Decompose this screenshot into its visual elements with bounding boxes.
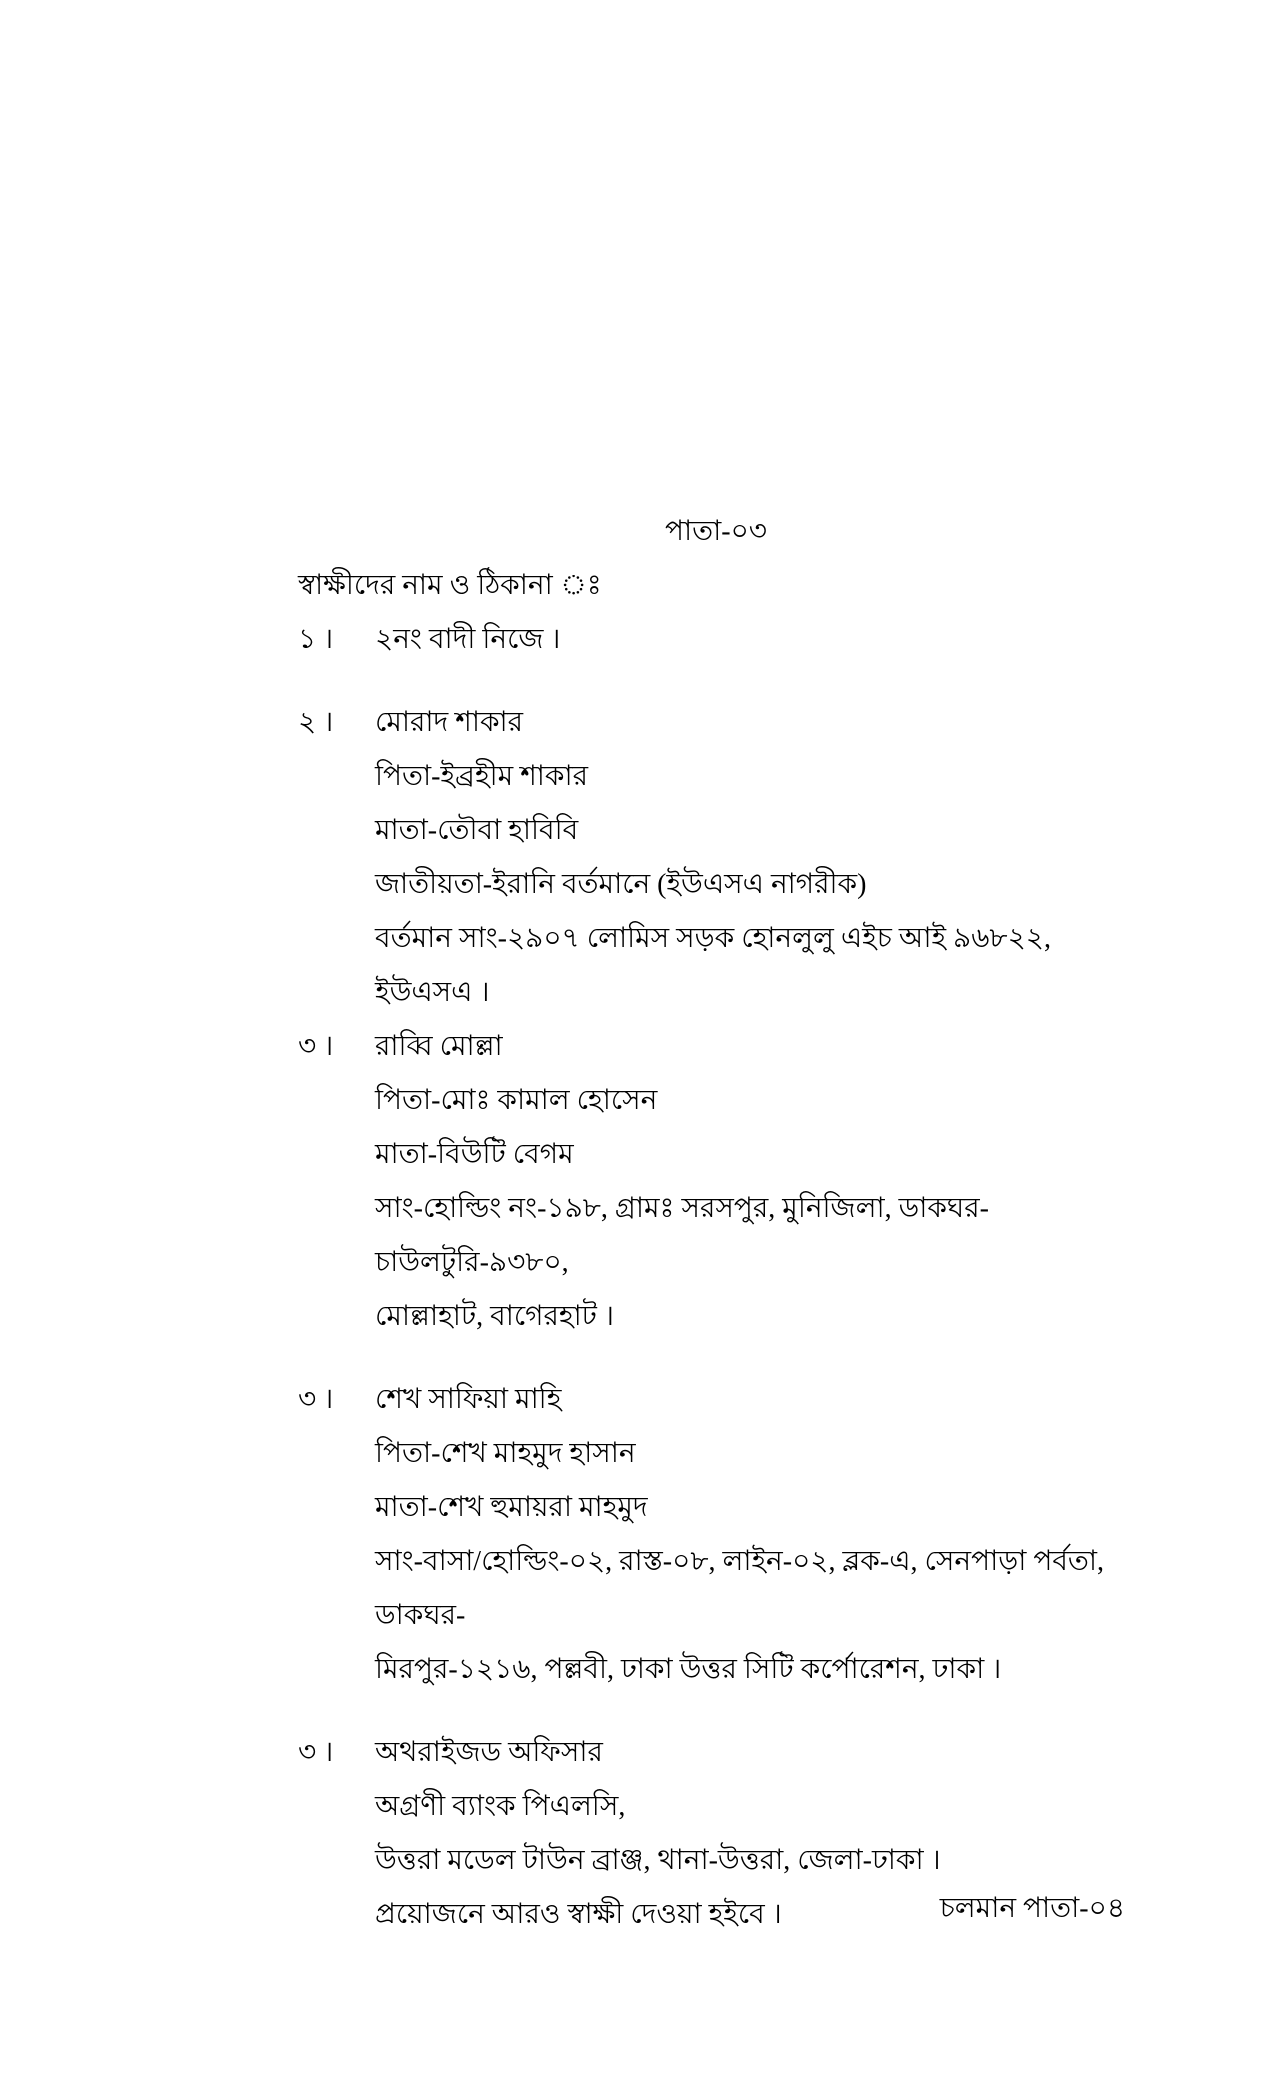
item-line: ২নং বাদী নিজে । [375,624,561,655]
father-name-line: পিতা-ইব্রহীম শাকার [375,761,589,792]
item-lines [375,1726,941,1942]
item-lines [375,696,1051,1020]
witness-item-3 [298,1020,1275,1344]
address-line: ইউএসএ । [375,977,490,1008]
item-lines [375,1373,1115,1697]
witness-name-line: রাব্বি মোল্লা [375,1031,503,1062]
witness-name-line: অথরাইজড অফিসার [375,1737,603,1768]
address-line: উত্তরা মডেল টাউন ব্রাঞ্জ, থানা-উত্তরা, জেলা-ঢাকা । [375,1845,941,1876]
mother-name-line: মাতা-বিউটি বেগম [375,1139,574,1170]
address-line: বর্তমান সাং-২৯০৭ লোমিস সড়ক হোনলুলু এইচ আই ৯৬৮২২, [375,923,1052,954]
item-lines [375,613,560,667]
page-title: পাতা-০৩ [665,516,767,547]
item-number: ১ । [298,624,334,655]
address-line: মিরপুর-১২১৬, পল্লবী, ঢাকা উত্তর সিটি কর্পোরেশন, ঢাকা । [375,1654,1002,1685]
address-line: সাং-হোল্ডিং নং-১৯৮, গ্রামঃ সরসপুর, মুনিজিলা, ডাকঘর-চাউলটুরি-৯৩৮০, [375,1193,989,1278]
closing-note-line: প্রয়োজনে আরও স্বাক্ষী দেওয়া হইবে । [375,1899,782,1930]
mother-name-line: মাতা-শেখ হুমায়রা মাহমুদ [375,1492,648,1523]
witness-list [0,613,1275,1942]
father-name-line: পিতা-মোঃ কামাল হোসেন [375,1085,658,1116]
nationality-line: জাতীয়তা-ইরানি বর্তমানে (ইউএসএ নাগরীক) [375,869,867,900]
witness-name-line: শেখ সাফিয়া মাহি [375,1384,562,1415]
organization-line: অগ্রণী ব্যাংক পিএলসি, [375,1791,626,1822]
item-number: ২ । [298,707,334,738]
address-line: সাং-বাসা/হোল্ডিং-০২, রাস্ত-০৮, লাইন-০২, ব্লক-এ, সেনপাড়া পর্বতা, ডাকঘর- [375,1546,1105,1631]
witness-name-line: মোরাদ শাকার [375,707,524,738]
witness-item-4 [298,1373,1275,1697]
item-lines [375,1020,1115,1344]
item-number: ৩ । [298,1384,334,1415]
item-number: ৩ । [298,1031,334,1062]
item-number: ৩ । [298,1737,334,1768]
father-name-line: পিতা-শেখ মাহমুদ হাসান [375,1438,636,1469]
address-line: মোল্লাহাট, বাগেরহাট । [375,1301,614,1332]
witness-list-heading: স্বাক্ষীদের নাম ও ঠিকানা ঃ [298,570,602,601]
mother-name-line: মাতা-তৌবা হাবিবি [375,815,579,846]
witness-item-1 [298,613,1275,667]
continuation-page-footer: চলমান পাতা-০৪ [939,1893,1125,1924]
witness-item-5 [298,1726,1275,1942]
witness-item-2 [298,696,1275,1020]
